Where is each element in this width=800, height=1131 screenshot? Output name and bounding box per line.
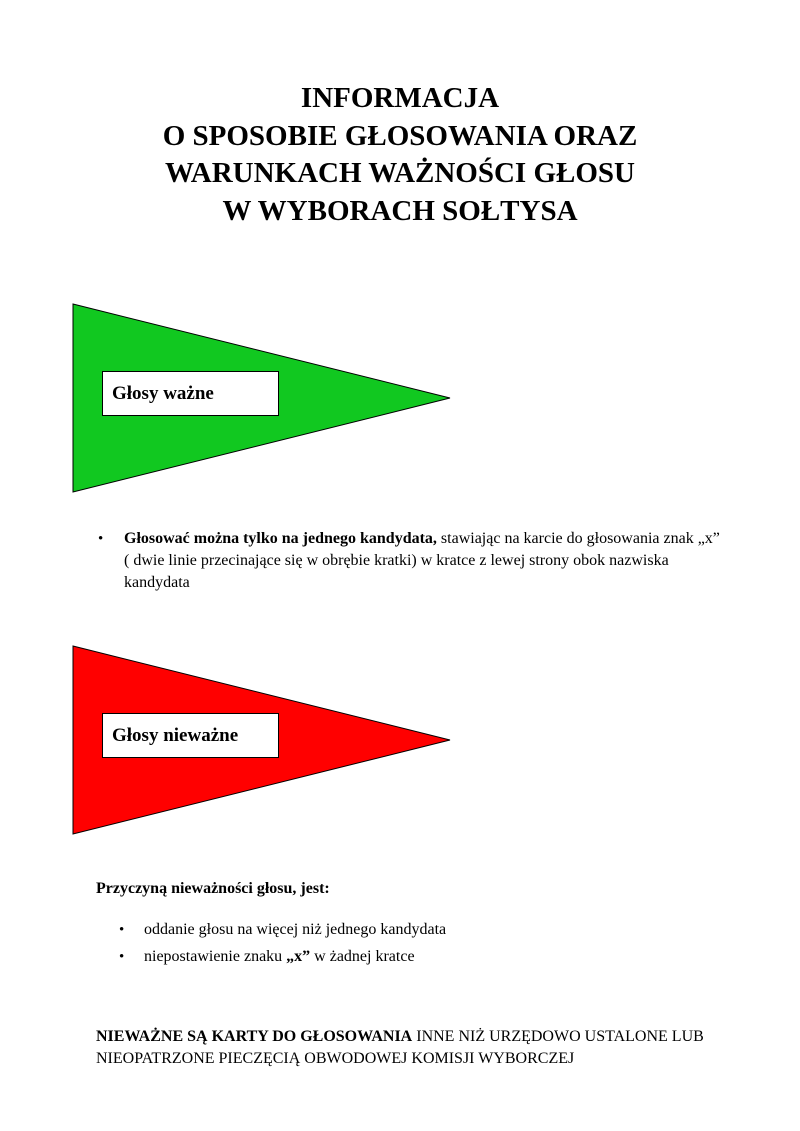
- rule-text: stawiając na karcie do głosowania znak „x” ( dwie linie przecinające się w obrębie kratki) w kratce z lewej strony obok nazwiska kandydata: [124, 530, 720, 591]
- invalid-votes-pennant: [72, 645, 452, 835]
- bullet-icon: •: [119, 922, 125, 938]
- bullet-icon: •: [119, 949, 125, 965]
- invalid-reasons-heading: Przyczyną nieważności głosu, jest:: [96, 880, 330, 897]
- page-title: [0, 80, 800, 230]
- footer-text: INNE NIŻ URZĘDOWO USTALONE LUB NIEOPATRZONE PIECZĘCIĄ OBWODOWEJ KOMISJI WYBORCZEJ: [96, 1028, 704, 1067]
- footer-notice: [96, 1026, 746, 1070]
- valid-votes-label: Głosy ważne: [102, 371, 279, 416]
- list-item: [98, 528, 724, 594]
- rule-emphasis: Głosować można tylko na jednego kandydata,: [124, 530, 437, 547]
- bullet-icon: •: [98, 531, 104, 547]
- reason-text: oddanie głosu na więcej niż jednego kandydata: [144, 921, 447, 938]
- title-line-4: W WYBORACH SOŁTYSA: [222, 194, 578, 227]
- valid-votes-rules: [98, 528, 724, 594]
- title-line-3: WARUNKACH WAŻNOŚCI GŁOSU: [165, 157, 635, 189]
- list-item: [119, 946, 744, 968]
- title-line-2: O SPOSOBIE GŁOSOWANIA ORAZ: [162, 119, 638, 152]
- reason-text-after: w żadnej kratce: [310, 948, 415, 965]
- invalid-reasons-list: [119, 919, 744, 973]
- footer-emphasis: NIEWAŻNE SĄ KARTY DO GŁOSOWANIA: [96, 1028, 413, 1045]
- title-line-1: INFORMACJA: [300, 82, 500, 114]
- reason-text-before: niepostawienie znaku: [144, 948, 287, 965]
- list-item: [119, 919, 744, 941]
- valid-votes-pennant: [72, 303, 452, 493]
- invalid-votes-label: Głosy nieważne: [102, 713, 279, 758]
- reason-emphasis: „x”: [286, 948, 311, 965]
